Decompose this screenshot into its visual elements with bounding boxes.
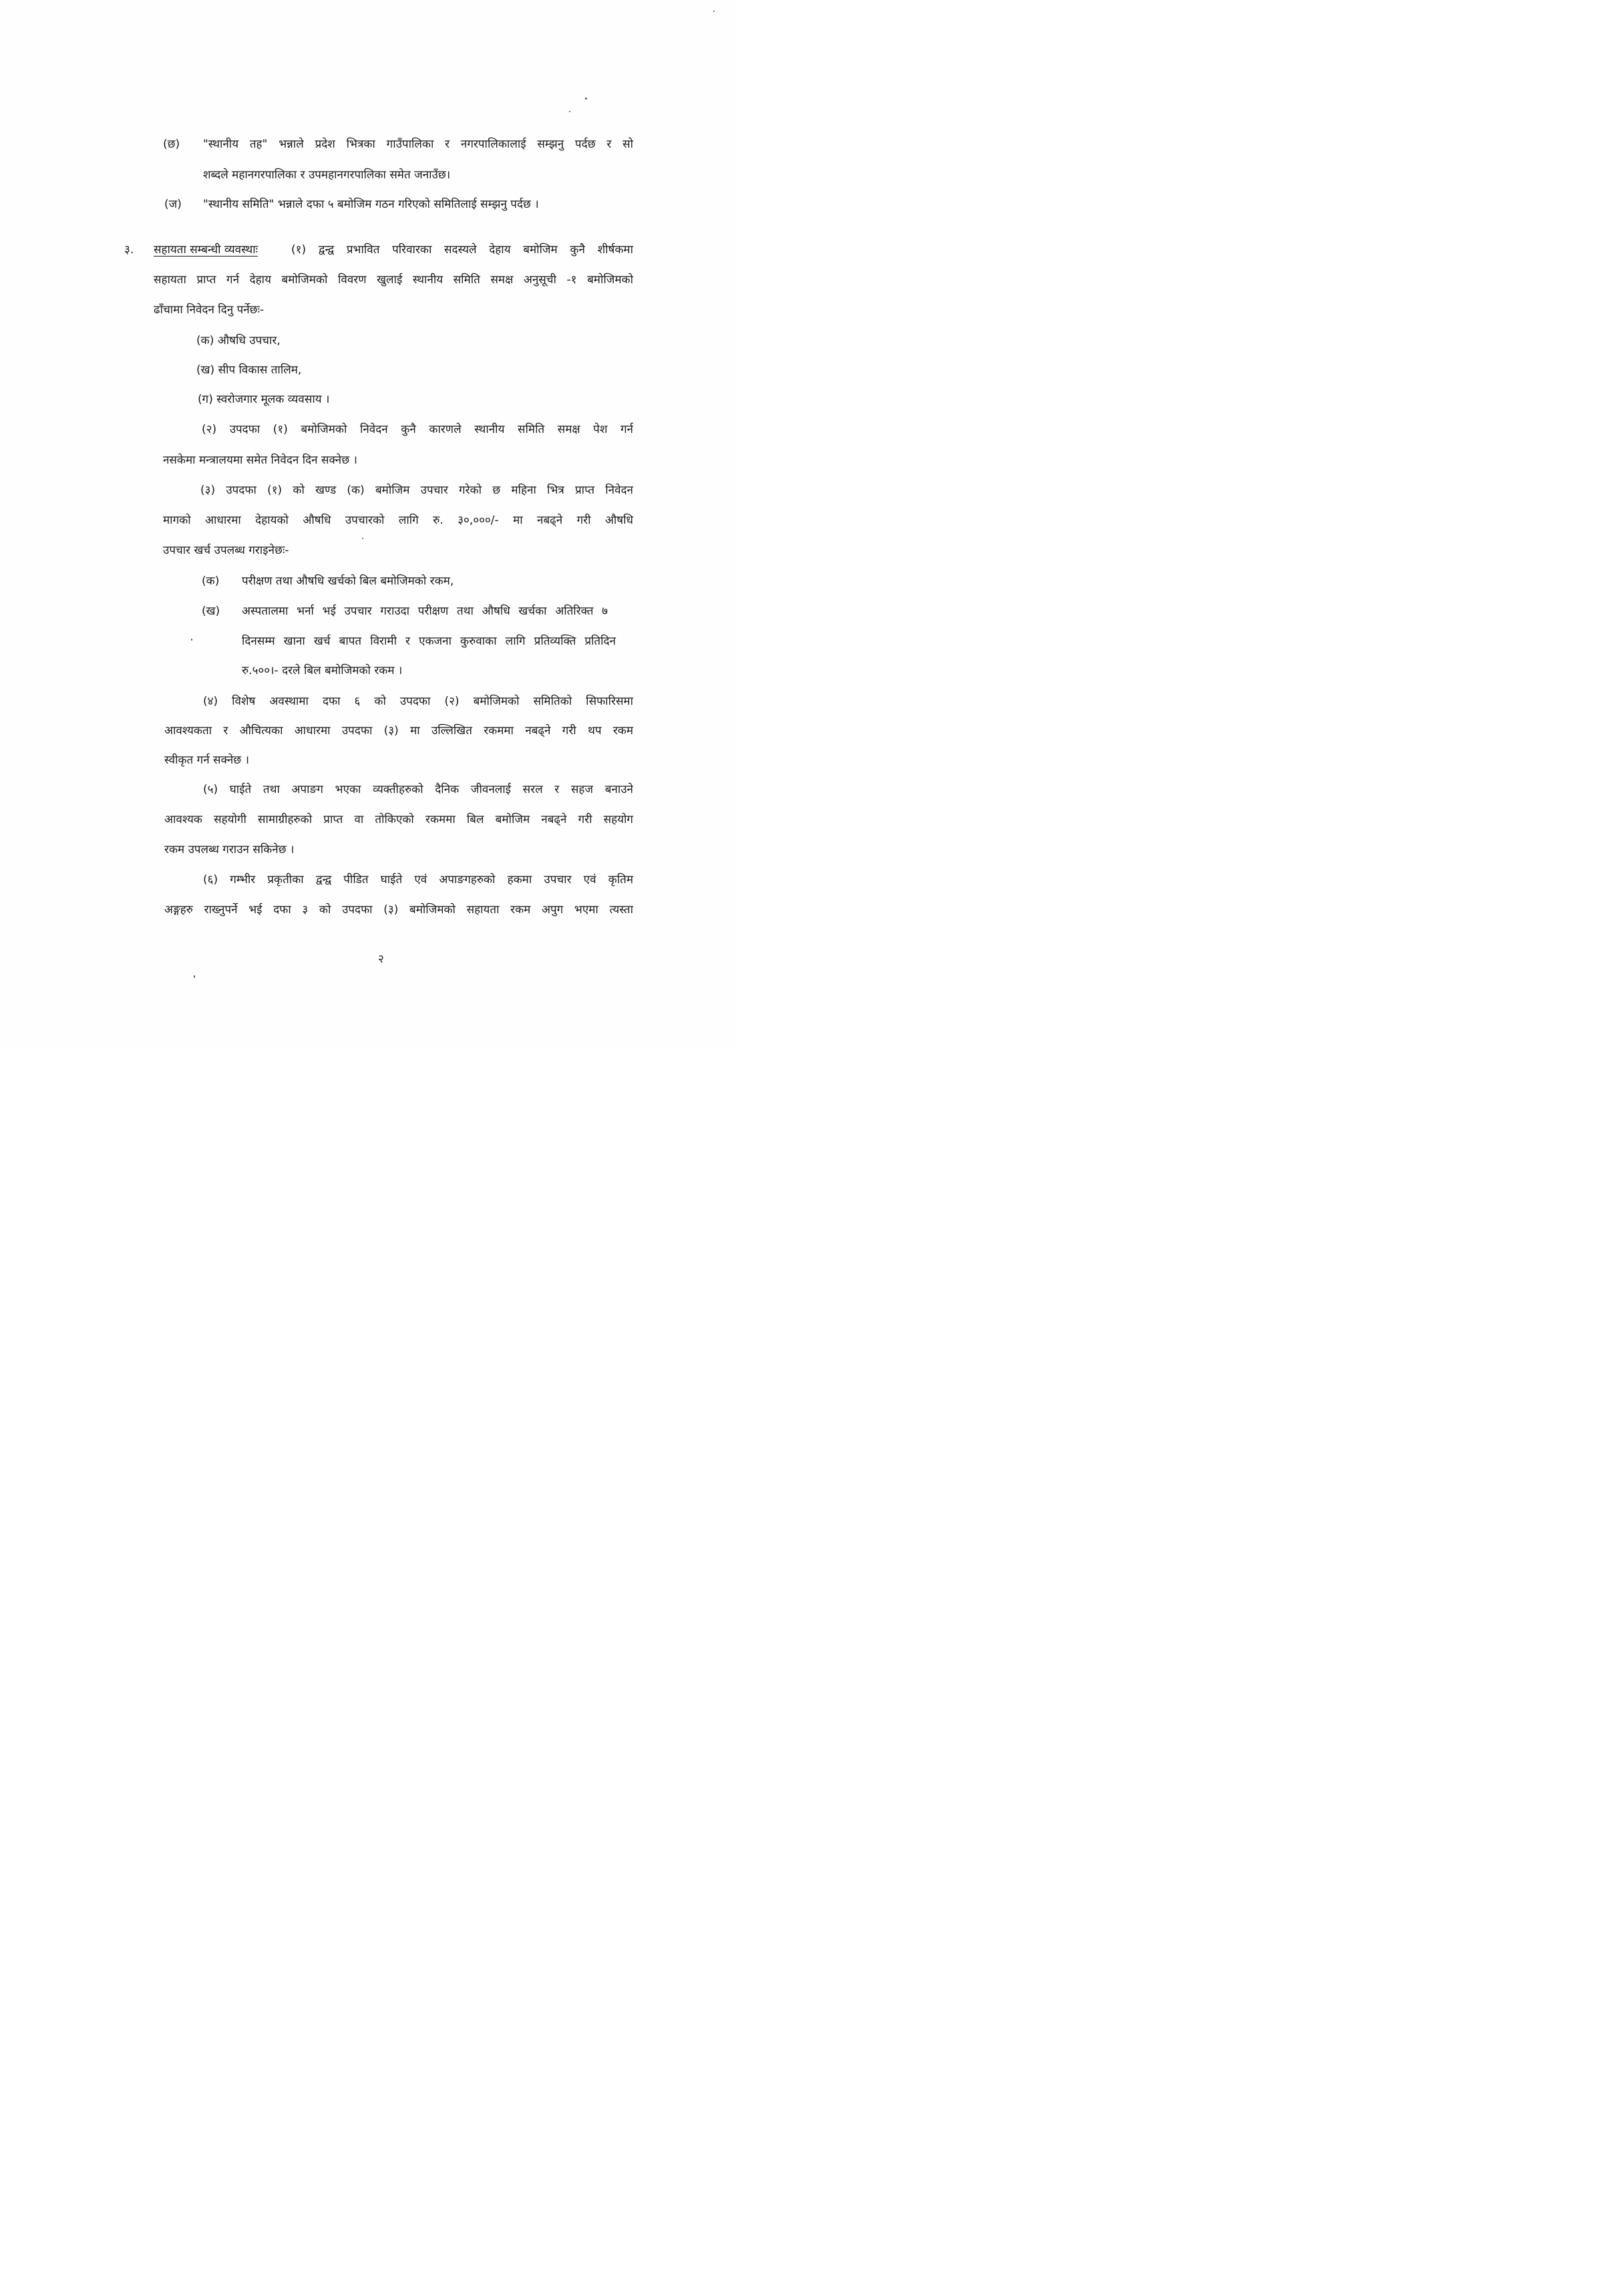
page-number: २ [378,953,384,966]
item-ka-line-1: परीक्षण तथा औषधि खर्चको बिल बमोजिमको रकम, [242,575,454,588]
list-item: (ग) स्वरोजगार मूलक व्यवसाय । [198,393,330,406]
item-kha-line-1: अस्पतालमा भर्ना भई उपचार गराउदा परीक्षण तथा औषधि खर्चका अतिरिक्त ७ [242,605,608,618]
list-item: (ख) सीप विकास तालिम, [196,363,302,377]
definition-ja-line-1: "स्थानीय समिति" भन्नाले दफा ५ बमोजिम गठन गरिएको समितिलाई सम्झनु पर्दछ । [203,198,539,211]
subclause-5-line-1: (५) घाईते तथा अपाङग भएका व्यक्तीहरुको दैनिक जीवनलाई सरल र सहज बनाउने [203,783,633,796]
section-heading: सहायता सम्बन्धी व्यवस्थाः [154,243,258,257]
list-item: (क) औषधि उपचार, [196,334,281,347]
item-kha-line-3: रु.५००।- दरले बिल बमोजिमको रकम । [242,664,403,677]
subclause-3-line-1: (३) उपदफा (१) को खण्ड (क) बमोजिम उपचार गरेको छ महिना भित्र प्राप्त निवेदन [200,484,633,497]
subclause-5-line-2: आवश्यक सहयोगी सामाग्रीहरुको प्राप्त वा तोकिएको रकममा बिल बमोजिम नबढ्ने गरी सहयोग [164,813,633,826]
subclause-3-line-3: उपचार खर्च उपलब्ध गराइनेछः- [163,544,289,557]
scan-speck [191,639,192,641]
item-kha-line-2: दिनसम्म खाना खर्च बापत विरामी र एकजना कुरुवाका लागि प्रतिव्यक्ति प्रतिदिन [242,635,616,648]
definition-chha-line-1: "स्थानीय तह" भन्नाले प्रदेश भित्रका गाउँपालिका र नगरपालिकालाई सम्झनु पर्दछ र सो [203,138,633,151]
section-number: ३. [124,243,134,257]
subclause-4-line-1: (४) विशेष अवस्थामा दफा ६ को उपदफा (२) बमोजिमको समितिको सिफारिसमा [203,695,633,708]
section-intro-line-3: ढाँचामा निवेदन दिनु पर्नेछः- [154,303,264,317]
scan-speck [569,111,570,112]
document-page [0,0,735,1048]
subclause-4-line-3: स्वीकृत गर्न सक्नेछ । [164,754,250,767]
clause-marker-ja: (ज) [164,198,182,211]
item-marker-kha: (ख) [202,605,220,618]
subclause-3-line-2: मागको आधारमा देहायको औषधि उपचारको लागि रु. ३०,०००/- मा नबढ्ने गरी औषधि [163,514,633,527]
subclause-6-line-1: (६) गम्भीर प्रकृतीका द्वन्द्व पीडित घाईते एवं अपाङगहरुको हकमा उपचार एवं कृतिम [203,873,633,886]
definition-chha-line-2: शब्दले महानगरपालिका र उपमहानगरपालिका समेत जनाउँछ। [203,168,451,182]
subclause-2-line-2: नसकेमा मन्त्रालयमा समेत निवेदन दिन सक्नेछ । [163,454,357,467]
section-intro-line-2: सहायता प्राप्त गर्न देहाय बमोजिमको विवरण खुलाई स्थानीय समिति समक्ष अनुसूची -१ बमोजिमको [154,273,633,287]
subclause-4-line-2: आवश्यकता र औचित्यका आधारमा उपदफा (३) मा उल्लिखित रकममा नबढ्ने गरी थप रकम [164,724,633,737]
scan-speck [194,975,195,978]
scan-speck [713,11,715,12]
subclause-5-line-3: रकम उपलब्ध गराउन सकिनेछ । [164,843,295,856]
subclause-2-line-1: (२) उपदफा (१) बमोजिमको निवेदन कुनै कारणले स्थानीय समिति समक्ष पेश गर्न [202,423,633,436]
item-marker-ka: (क) [202,575,220,588]
clause-marker-chha: (छ) [163,138,180,151]
scan-speck [585,98,587,100]
section-intro-first-line: (१) द्वन्द्व प्रभावित परिवारका सदस्यले देहाय बमोजिम कुनै शीर्षकमा [291,243,633,257]
subclause-6-line-2: अङ्गहरु राख्नुपर्ने भई दफा ३ को उपदफा (३) बमोजिमको सहायता रकम अपुग भएमा त्यस्ता [164,903,633,917]
scan-speck [362,538,363,539]
